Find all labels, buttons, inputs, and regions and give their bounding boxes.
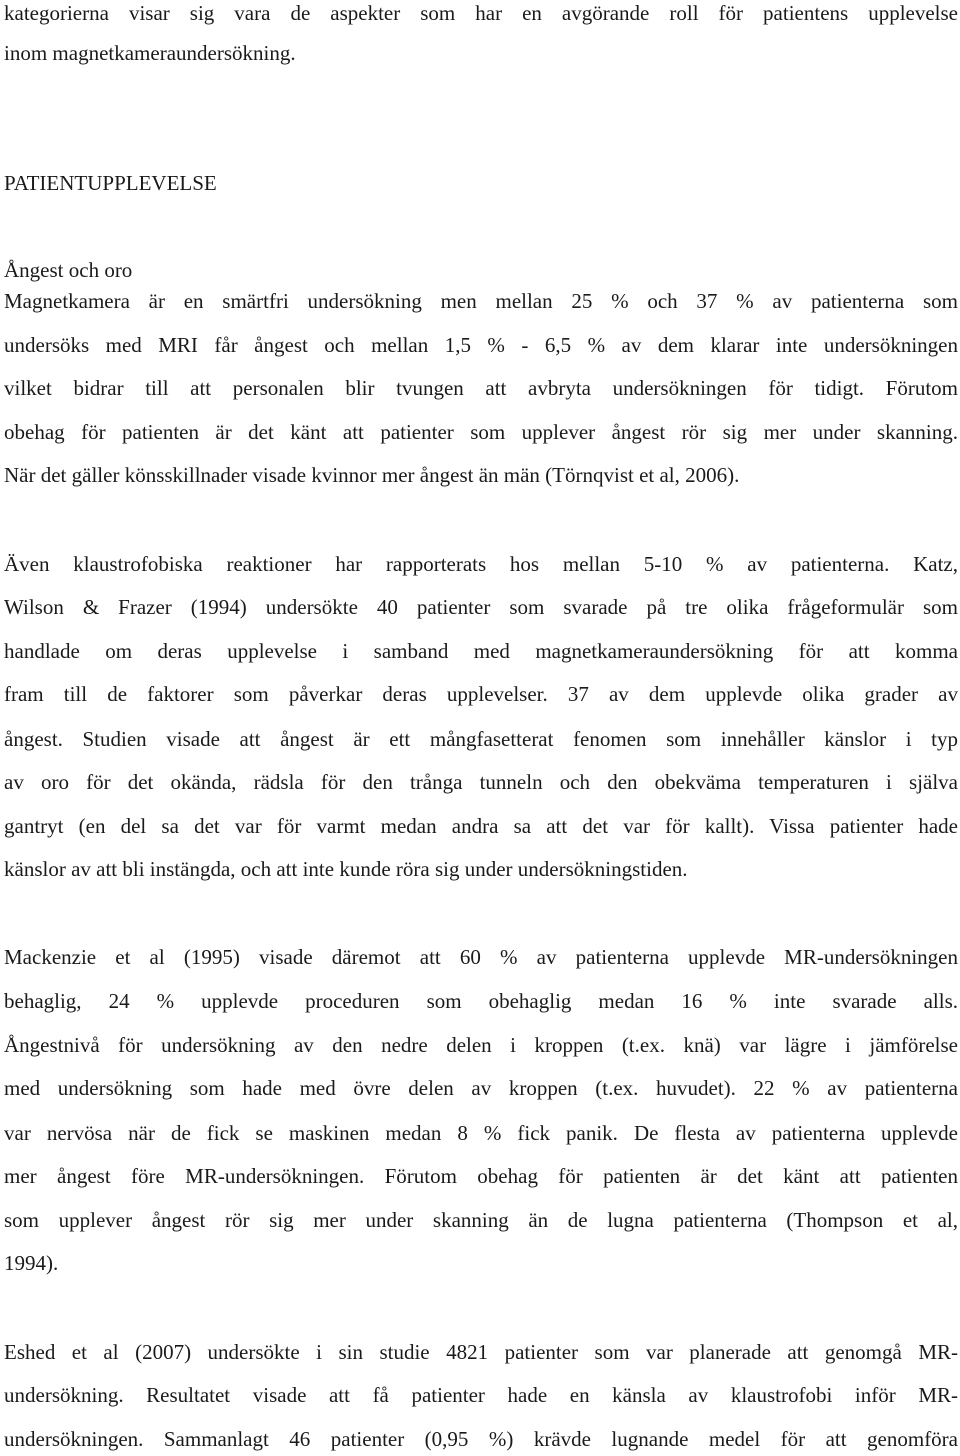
paragraph-2-line: av oro för det okända, rädsla för den trånga tunneln och den obekväma temperaturen i själva — [4, 770, 958, 794]
intro-line: inom magnetkameraundersökning. — [4, 41, 296, 65]
paragraph-4-line: undersökningen. Sammanlagt 46 patienter (0,95 %) krävde lugnande medel för att genomföra — [4, 1427, 958, 1451]
paragraph-3-line: mer ångest före MR-undersökningen. Förutom obehag för patienten är det känt att patienten — [4, 1164, 958, 1188]
paragraph-2-line: känslor av att bli instängda, och att inte kunde röra sig under undersökningstiden. — [4, 857, 688, 881]
paragraph-3-line: som upplever ångest rör sig mer under skanning än de lugna patienterna (Thompson et al, — [4, 1208, 958, 1232]
paragraph-2-line: ångest. Studien visade att ångest är ett mångfasetterat fenomen som innehåller känslor i typ — [4, 727, 958, 751]
paragraph-4-line: Eshed et al (2007) undersökte i sin studie 4821 patienter som var planerade att genomgå MR- — [4, 1340, 958, 1364]
paragraph-2-line: handlade om deras upplevelse i samband med magnetkameraundersökning för att komma — [4, 639, 958, 663]
paragraph-1-line: obehag för patienten är det känt att patienter som upplever ångest rör sig mer under skanning. — [4, 420, 958, 444]
paragraph-2-line: fram till de faktorer som påverkar deras upplevelser. 37 av dem upplevde olika grader av — [4, 682, 958, 706]
subheading: Ångest och oro — [4, 258, 133, 282]
paragraph-3-line: 1994). — [4, 1251, 59, 1275]
paragraph-2-line: Wilson & Frazer (1994) undersökte 40 patienter som svarade på tre olika frågeformulär som — [4, 595, 958, 619]
section-heading: PATIENTUPPLEVELSE — [4, 171, 217, 195]
paragraph-1-line: undersöks med MRI får ångest och mellan 1,5 % - 6,5 % av dem klarar inte undersökningen — [4, 333, 958, 357]
paragraph-4-line: undersökning. Resultatet visade att få patienter hade en känsla av klaustrofobi inför MR- — [4, 1383, 958, 1407]
paragraph-3-line: Mackenzie et al (1995) visade däremot att 60 % av patienterna upplevde MR-undersökningen — [4, 945, 958, 969]
paragraph-1-line: vilket bidrar till att personalen blir tvungen att avbryta undersökningen för tidigt. Förutom — [4, 376, 958, 400]
paragraph-1-line: När det gäller könsskillnader visade kvinnor mer ångest än män (Törnqvist et al, 2006). — [4, 463, 740, 487]
paragraph-3-line: Ångestnivå för undersökning av den nedre delen i kroppen (t.ex. knä) var lägre i jämförelse — [4, 1033, 958, 1057]
paragraph-3-line: var nervösa när de fick se maskinen medan 8 % fick panik. De flesta av patienterna upplevde — [4, 1121, 958, 1145]
paragraph-3-line: behaglig, 24 % upplevde proceduren som obehaglig medan 16 % inte svarade alls. — [4, 989, 958, 1013]
paragraph-1-line: Magnetkamera är en smärtfri undersökning men mellan 25 % och 37 % av patienterna som — [4, 289, 958, 313]
paragraph-3-line: med undersökning som hade med övre delen av kroppen (t.ex. huvudet). 22 % av patienterna — [4, 1076, 958, 1100]
intro-line: kategorierna visar sig vara de aspekter som har en avgörande roll för patientens upplevelse — [4, 1, 958, 25]
paragraph-2-line: gantryt (en del sa det var för varmt medan andra sa att det var för kallt). Vissa patienter hade — [4, 814, 958, 838]
paragraph-2-line: Även klaustrofobiska reaktioner har rapporterats hos mellan 5-10 % av patienterna. Katz, — [4, 552, 958, 576]
